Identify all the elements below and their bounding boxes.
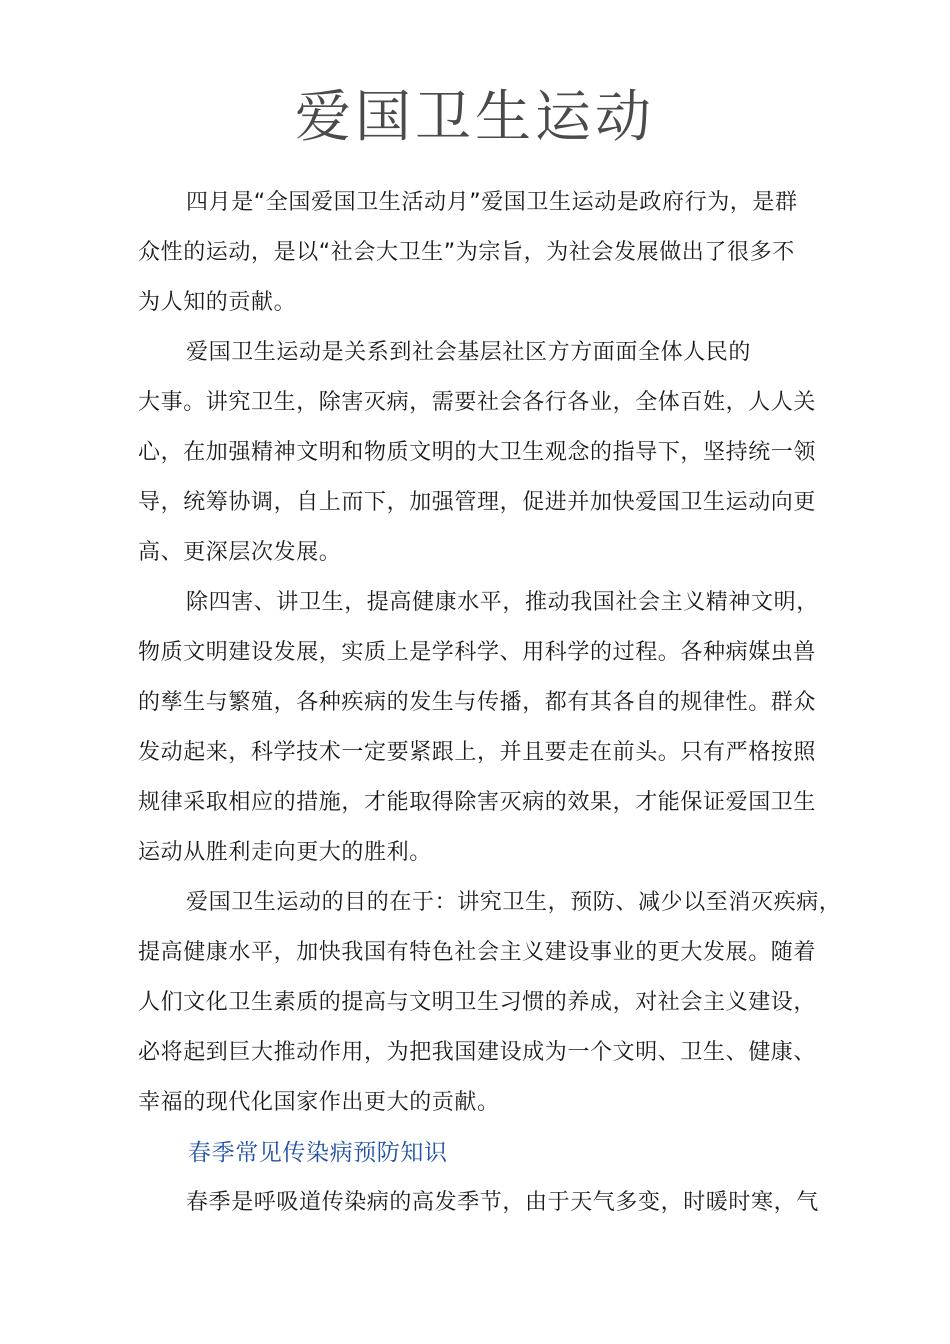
paragraph-4 [138, 878, 842, 1128]
paragraph-line: 的孳生与繁殖，各种疾病的发生与传播，都有其各自的规律性。群众 [138, 690, 817, 715]
section-paragraph [138, 1178, 822, 1228]
paragraph-line: 心，在加强精神文明和物质文明的大卫生观念的指导下，坚持统一领 [138, 440, 817, 465]
paragraph-line: 运动从胜利走向更大的胜利。 [138, 840, 432, 865]
paragraph-line: 幸福的现代化国家作出更大的贡献。 [138, 1090, 500, 1115]
paragraph-1 [138, 178, 822, 328]
document-body [138, 178, 842, 1228]
paragraph-line: 爱国卫生运动的目的在于：讲究卫生，预防、减少以至消灭疾病， [186, 890, 842, 915]
paragraph-line: 为人知的贡献。 [138, 290, 297, 315]
paragraph-line: 春季是呼吸道传染病的高发季节，由于天气多变，时暖时寒，气 [186, 1190, 819, 1215]
document-title: 爱国卫生运动 [295, 85, 655, 150]
paragraph-line: 高、更深层次发展。 [138, 540, 342, 565]
paragraph-line: 大事。讲究卫生，除害灭病，需要社会各行各业，全体百姓，人人关 [138, 390, 817, 415]
paragraph-line: 除四害、讲卫生，提高健康水平，推动我国社会主义精神文明， [186, 590, 819, 615]
paragraph-line: 四月是“全国爱国卫生活动月”爱国卫生运动是政府行为，是群 [186, 190, 798, 215]
paragraph-line: 物质文明建设发展，实质上是学科学、用科学的过程。各种病媒虫兽 [138, 640, 817, 665]
paragraph-line: 提高健康水平，加快我国有特色社会主义建设事业的更大发展。随着 [138, 940, 817, 965]
section-heading: 春季常见传染病预防知识 [188, 1140, 448, 1166]
paragraph-line: 规律采取相应的措施，才能取得除害灭病的效果，才能保证爱国卫生 [138, 790, 817, 815]
paragraph-line: 必将起到巨大推动作用，为把我国建设成为一个文明、卫生、健康、 [138, 1040, 817, 1065]
paragraph-line: 发动起来，科学技术一定要紧跟上，并且要走在前头。只有严格按照 [138, 740, 817, 765]
paragraph-line: 人们文化卫生素质的提高与文明卫生习惯的养成，对社会主义建设， [138, 990, 817, 1015]
paragraph-2 [138, 328, 822, 578]
paragraph-line: 导，统筹协调，自上而下，加强管理，促进并加快爱国卫生运动向更 [138, 490, 817, 515]
paragraph-line: 爱国卫生运动是关系到社会基层社区方方面面全体人民的 [186, 340, 752, 365]
paragraph-3 [138, 578, 822, 878]
paragraph-line: 众性的运动，是以“社会大卫生”为宗旨，为社会发展做出了很多不 [138, 240, 795, 265]
